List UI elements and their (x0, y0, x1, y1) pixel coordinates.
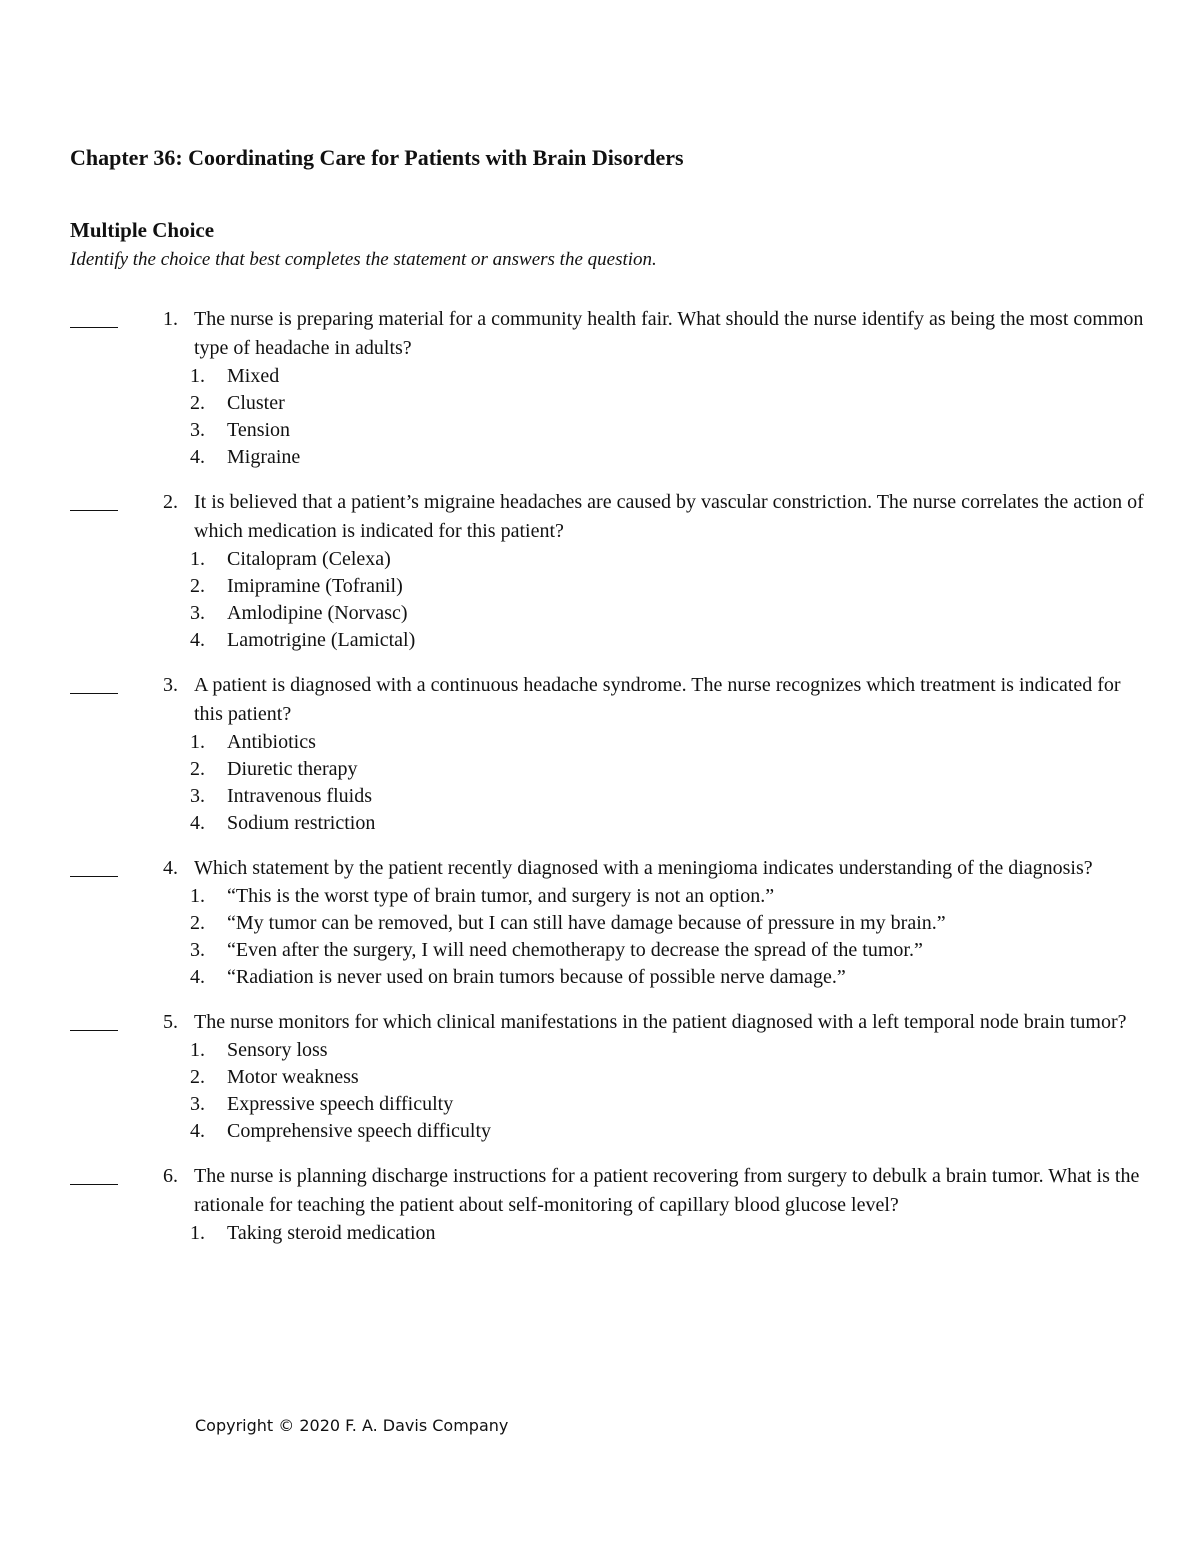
answer-option (190, 1037, 1027, 1064)
question-number: 3. (163, 674, 178, 696)
option-number: 4. (190, 966, 205, 988)
question-number: 4. (163, 857, 178, 879)
answer-blank[interactable] (70, 876, 118, 877)
chapter-title: Chapter 36: Coordinating Care for Patients with Brain Disorders (70, 145, 684, 170)
answer-option (190, 627, 1027, 654)
option-number: 1. (190, 1039, 205, 1061)
question-number: 2. (163, 491, 178, 513)
option-text: Antibiotics (227, 731, 316, 753)
option-list (0, 1220, 1200, 1247)
option-text: Citalopram (Celexa) (227, 548, 391, 570)
option-text: Diuretic therapy (227, 758, 358, 780)
option-number: 2. (190, 758, 205, 780)
answer-option (190, 964, 1027, 991)
answer-option (190, 1064, 1027, 1091)
option-text: Tension (227, 419, 291, 441)
option-number: 3. (190, 602, 205, 624)
option-text: “Radiation is never used on brain tumors because of possible nerve damage.” (227, 966, 846, 988)
option-text: Expressive speech difficulty (227, 1093, 454, 1115)
option-text: Sensory loss (227, 1039, 328, 1061)
option-number: 2. (190, 1066, 205, 1088)
option-list (0, 546, 1200, 654)
option-number: 2. (190, 912, 205, 934)
option-number: 1. (190, 365, 205, 387)
question-item (0, 1008, 1200, 1145)
option-text: “Even after the surgery, I will need chemotherapy to decrease the spread of the tumor.” (227, 939, 923, 961)
answer-option (190, 729, 1027, 756)
option-text: Motor weakness (227, 1066, 359, 1088)
option-list (0, 1037, 1200, 1145)
option-number: 1. (190, 885, 205, 907)
option-number: 3. (190, 1093, 205, 1115)
answer-blank[interactable] (70, 1030, 118, 1031)
answer-option (190, 546, 1027, 573)
answer-option (190, 1118, 1027, 1145)
option-text: Imipramine (Tofranil) (227, 575, 403, 597)
answer-option (190, 573, 1027, 600)
option-text: Taking steroid medication (227, 1222, 436, 1244)
option-number: 1. (190, 731, 205, 753)
question-list (0, 305, 1200, 1264)
option-number: 4. (190, 812, 205, 834)
question-stem: The nurse is planning discharge instructions for a patient recovering from surgery to debulk a brain tumor. What is the rationale for teaching the patient about self-monitoring of capillary blood glucose level? (194, 1165, 1140, 1216)
option-text: Comprehensive speech difficulty (227, 1120, 492, 1142)
answer-option (190, 600, 1027, 627)
option-number: 1. (190, 1222, 205, 1244)
option-text: Migraine (227, 446, 301, 468)
option-text: Amlodipine (Norvasc) (227, 602, 408, 624)
option-text: Mixed (227, 365, 280, 387)
option-number: 4. (190, 629, 205, 651)
answer-blank[interactable] (70, 1184, 118, 1185)
option-text: Intravenous fluids (227, 785, 372, 807)
option-list (0, 883, 1200, 991)
answer-option (190, 417, 1027, 444)
question-item (0, 854, 1200, 991)
question-item (0, 1162, 1200, 1247)
question-stem: The nurse is preparing material for a community health fair. What should the nurse identify as being the most common type of headache in adults? (194, 308, 1144, 359)
answer-option (190, 363, 1027, 390)
option-text: Sodium restriction (227, 812, 376, 834)
question-stem: Which statement by the patient recently diagnosed with a meningioma indicates understanding of the diagnosis? (194, 857, 1093, 879)
answer-option (190, 883, 1027, 910)
option-number: 4. (190, 446, 205, 468)
option-text: Cluster (227, 392, 285, 414)
option-number: 3. (190, 939, 205, 961)
copyright-footer: Copyright © 2020 F. A. Davis Company (195, 1416, 509, 1435)
answer-option (190, 390, 1027, 417)
answer-blank[interactable] (70, 327, 118, 328)
question-stem: The nurse monitors for which clinical manifestations in the patient diagnosed with a left temporal node brain tumor? (194, 1011, 1127, 1033)
answer-option (190, 910, 1027, 937)
option-number: 4. (190, 1120, 205, 1142)
option-list (0, 363, 1200, 471)
question-item (0, 305, 1200, 471)
question-number: 5. (163, 1011, 178, 1033)
option-number: 1. (190, 548, 205, 570)
question-number: 6. (163, 1165, 178, 1187)
answer-option (190, 810, 1027, 837)
answer-option (190, 756, 1027, 783)
option-number: 3. (190, 419, 205, 441)
question-item (0, 671, 1200, 837)
answer-option (190, 1091, 1027, 1118)
answer-option (190, 937, 1027, 964)
answer-blank[interactable] (70, 510, 118, 511)
option-text: “My tumor can be removed, but I can still have damage because of pressure in my brain.” (227, 912, 946, 934)
answer-option (190, 1220, 1027, 1247)
answer-option (190, 783, 1027, 810)
instructions: Identify the choice that best completes the statement or answers the question. (70, 249, 657, 270)
question-item (0, 488, 1200, 654)
option-text: “This is the worst type of brain tumor, and surgery is not an option.” (227, 885, 775, 907)
option-text: Lamotrigine (Lamictal) (227, 629, 416, 651)
question-number: 1. (163, 308, 178, 330)
question-stem: It is believed that a patient’s migraine headaches are caused by vascular constriction. The nurse correlates the action of which medication is indicated for this patient? (194, 491, 1144, 542)
option-list (0, 729, 1200, 837)
question-stem: A patient is diagnosed with a continuous headache syndrome. The nurse recognizes which treatment is indicated for this patient? (194, 674, 1121, 725)
option-number: 2. (190, 392, 205, 414)
section-title: Multiple Choice (70, 218, 215, 242)
answer-blank[interactable] (70, 693, 118, 694)
option-number: 2. (190, 575, 205, 597)
answer-option (190, 444, 1027, 471)
option-number: 3. (190, 785, 205, 807)
